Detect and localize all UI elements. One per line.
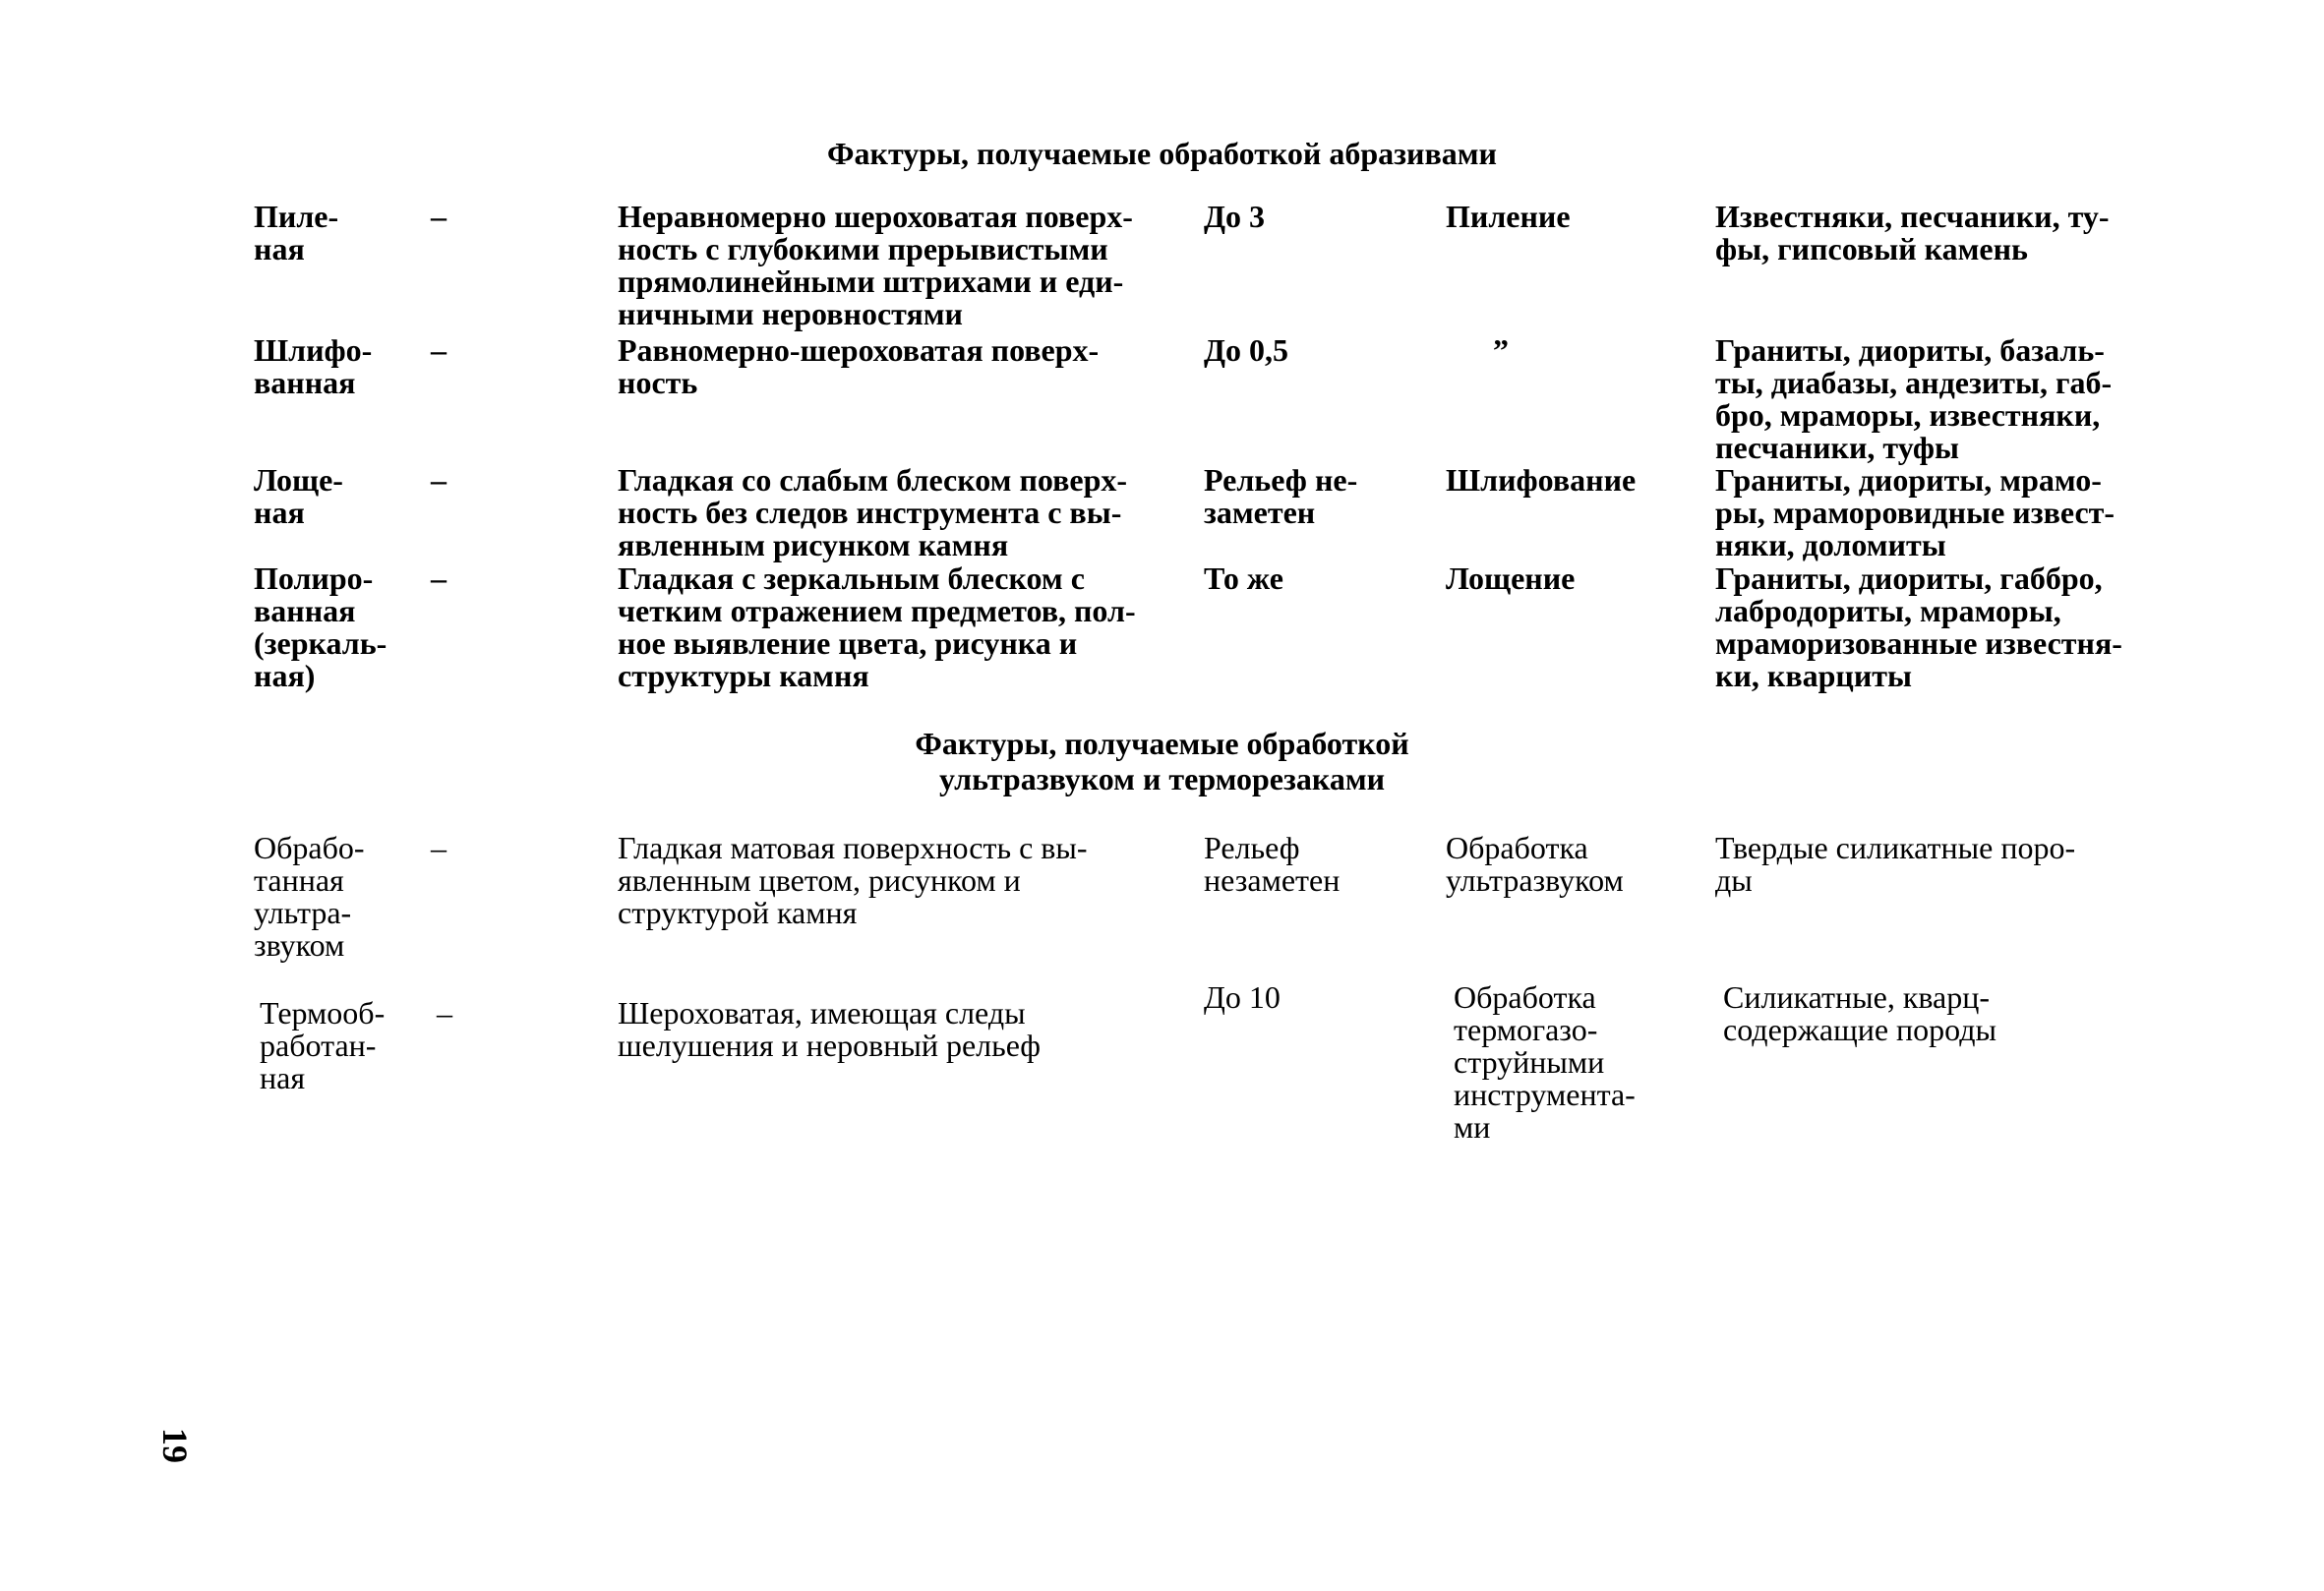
processing-method: ” bbox=[1446, 332, 1509, 368]
dash: – bbox=[431, 560, 447, 596]
processing-method: Пиление bbox=[1446, 199, 1571, 234]
dash: – bbox=[431, 332, 447, 368]
texture-name: Пиле- ная bbox=[254, 199, 339, 266]
dash: – bbox=[431, 830, 447, 865]
processing-method: Обработка ультразвуком bbox=[1446, 830, 1624, 898]
section-title-ultrasound bbox=[0, 726, 2324, 796]
dash: – bbox=[431, 462, 447, 498]
rock-types: Твердые силикатные поро- ды bbox=[1715, 830, 2076, 898]
texture-name: Полиро- ванная (зеркаль- ная) bbox=[254, 560, 387, 693]
section-title-line: Фактуры, получаемые обработкой bbox=[915, 726, 1409, 761]
section-title-line: ультразвуком и терморезаками bbox=[938, 761, 1386, 796]
rock-types: Силикатные, кварц- содержащие породы bbox=[1723, 979, 1997, 1047]
relief-height: Рельеф не- заметен bbox=[1204, 462, 1358, 530]
rock-types: Граниты, диориты, мрамо- ры, мраморовидные извест- няки, доломиты bbox=[1715, 462, 2115, 562]
page-number: 19 bbox=[155, 1428, 195, 1463]
texture-name: Обрабо- танная ультра- звуком bbox=[254, 830, 365, 963]
processing-method: Обработка термогазо- струйными инструмента- ми bbox=[1454, 979, 1636, 1145]
relief-height: То же bbox=[1204, 560, 1283, 596]
texture-name: Шлифо- ванная bbox=[254, 332, 373, 400]
texture-name: Термооб- работан- ная bbox=[260, 995, 386, 1095]
texture-description: Неравномерно шероховатая поверх- ность с глубокими прерывистыми прямолинейными штрихами и еди- ничными неровностями bbox=[618, 199, 1133, 331]
texture-description: Шероховатая, имеющая следы шелушения и неровный рельеф bbox=[618, 995, 1042, 1063]
texture-description: Равномерно-шероховатая поверх- ность bbox=[618, 332, 1100, 400]
rock-types: Граниты, диориты, базаль- ты, диабазы, андезиты, габ- бро, мраморы, известняки, песчаники, туфы bbox=[1715, 332, 2113, 465]
rock-types: Граниты, диориты, габбро, лабродориты, мраморы, мраморизованные известня- ки, кварциты bbox=[1715, 560, 2122, 693]
relief-height: До 0,5 bbox=[1204, 332, 1289, 368]
dash: – bbox=[437, 995, 452, 1031]
section-title-abrasive: Фактуры, получаемые обработкой абразивами bbox=[827, 136, 1497, 171]
processing-method: Лощение bbox=[1446, 560, 1576, 596]
texture-description: Гладкая матовая поверхность с вы- явленным цветом, рисунком и структурой камня bbox=[618, 830, 1088, 930]
relief-height: Рельеф незаметен bbox=[1204, 830, 1341, 898]
dash: – bbox=[431, 199, 447, 234]
rock-types: Известняки, песчаники, ту- фы, гипсовый камень bbox=[1715, 199, 2110, 266]
processing-method: Шлифование bbox=[1446, 462, 1637, 498]
texture-description: Гладкая со слабым блеском поверх- ность без следов инструмента с вы- явленным рисунком камня bbox=[618, 462, 1128, 562]
relief-height: До 10 bbox=[1204, 979, 1281, 1015]
texture-name: Лоще- ная bbox=[254, 462, 343, 530]
texture-description: Гладкая с зеркальным блеском с четким отражением предметов, пол- ное выявление цвета, рисунка и структуры камня bbox=[618, 560, 1136, 693]
relief-height: До 3 bbox=[1204, 199, 1266, 234]
